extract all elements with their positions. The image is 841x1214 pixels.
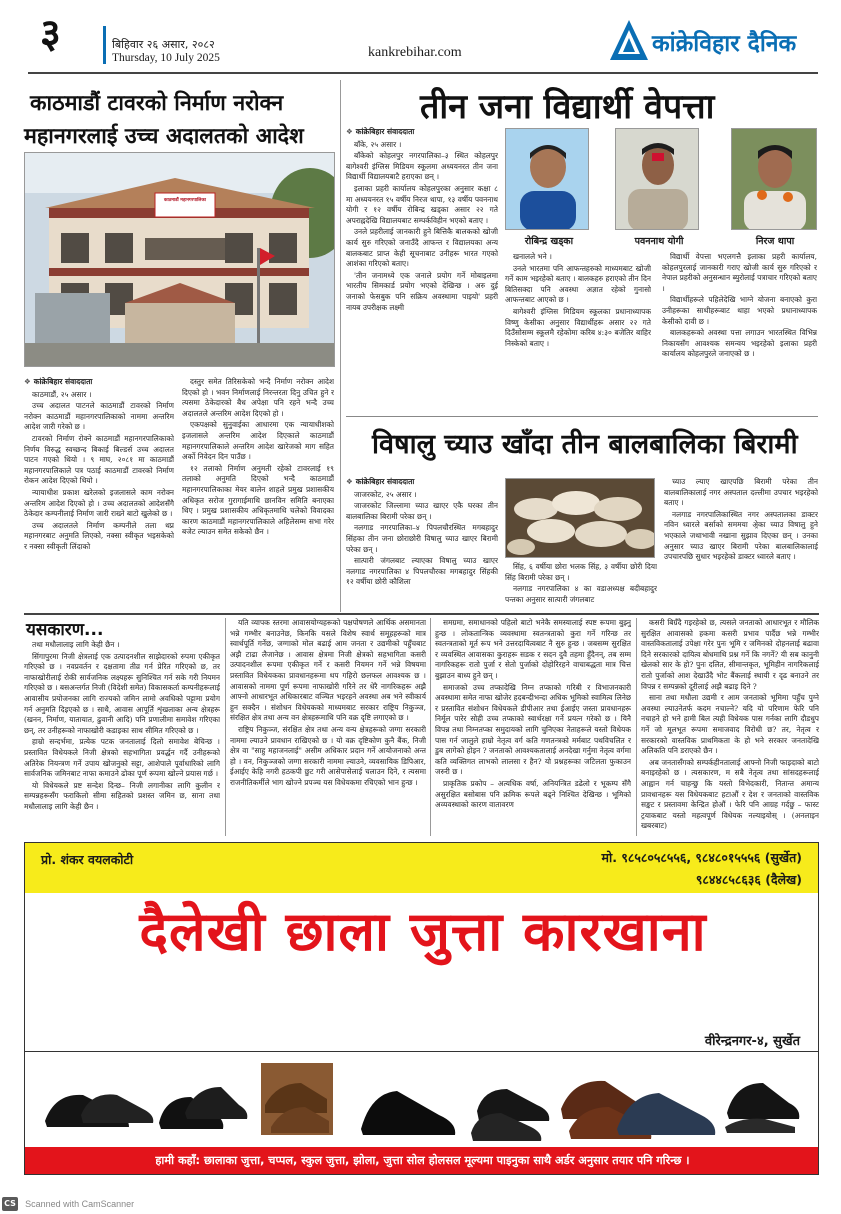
story2-col2: खनालले भने । उनले भारतमा पनि आफन्तहरुको माध्यमबाट खोजी गर्ने काम भइरहेको बताए । बालकहरु हराएको तीन दिन बितिसक्दा पनि अवस्था अज्ञात रहेको गुनासो आफन्तबाट आएको छ । बागेश्वरी इंग्लिस मिडियम स्कूलका प्रधानाध्यापक विष्णु केसीका अनुसार विद्यार्थीहरू असार २२ गते दिउँसोसम्म स्कूलमै रहेकोमा करिब ४:३० बजेतिर बाहिर निस्केको बताए ।	[505, 252, 651, 348]
opinion-col1: तथा मधौलालाइ लागि केही छैन । सिंगापुरमा निजी क्षेत्रलाई एक उत्पादनशील साझेदारको रुपमा एकीकृत गरिएको छ । नवप्रवर्तन र दक्षतामा तीव्र गर्न प्रेरित गरिएको छ, तर नाफाखोरीलाई रोकी सार्वजनिक लक्ष्यहरू सुनिश्चित गर्न सके गरी नियमन गरिएको छ । बसअन्तर्गत निजी (विदेशी समेत) विकासकर्ता कम्पनीहरूलाई आवासीय प्रयोजनका लागि राज्यको जमिन लामो अवधिको पट्टामा प्रयोग गर्न अनुमति दिइएको छ । साथै, आवास आपूर्ति शृंखलाका अन्य क्षेत्रहरू (खनन, निर्माण, यातायात, ढुवानी आदि) पनि प्रणालीमा समावेश गरिएका छन्, तर उनीहरूको नाफाखोरी कडाइका साथ सीमित गरिएको छ । हाम्रो सन्दर्भमा, प्रत्येक पटक जनतालाई दिलो समावेश बेचिन्छ । प्रस्तावित विधेयकले निजी क्षेत्रको सहभागिता प्रवर्द्धन गर्दै उनीहरूको अतिरेक नियन्त्रण गर्ने उपाय खोजनुको सट्टा, आशेपाले पूर्वाधारिको लागि सार्वजनिक जमिनबाट नाफा कमाउने ढोका पूर्ण रूपमा खोल्ने प्रयास गर्छ । यो विधेयकले प्रष्ट सन्देश दिन्छ– निजी लगानीका लागि कुलीन र सम्पन्नहरूसँग फराकिलो सीमा सहितको प्रशस्त जमिन छ, साना तथा मधौलालाइ लागि केही छैन ।	[24, 640, 220, 811]
ad-phone-line1: मो. ९८५८०५८५५६, ९८४८०१५५५६ (सुर्खेत)	[601, 850, 802, 865]
story1-photo-sign: काठमाडौं महानगरपालिका	[164, 198, 206, 203]
opinion-col3: समग्रमा, समाधानको पहिलो बाटो भनेकै समस्यालाई स्पष्ट रूपमा बुझ्नु हुन्छ । लोकतान्त्रिक व्यवस्थामा स्वतन्त्रताको कुरा गर्ने गरिन्छ तर स्वतन्त्रताको मूर्त रूप भने उत्तरदायित्वबाट नै सुरु हुन्छ । जबसम्म सुरक्षित र व्यवस्थित आवासका कुराहरू सडक र सदन दुवै तहमा हुँदैनन्, तब सम्म नागरिकहरू रातो पुर्जा र सेतो पुर्जाको दोहोरिरहने वाचाबद्धता मात्र चित्त बुझाउन बाध्य हुने छन् । समाजको उच्च तप्कादेखि निम्न तप्काको गरिबी र विभाजनकारी अवस्थामा समेत नाफा खोजेर हदबन्दीभन्दा अधिक भूमिको स्वामित्व लिनेछ र प्रस्तावित संशोधन विधेयकले डीपीआर तथा ईआईए जस्ता प्रावधानहरू निर्मूल पारेर सोही उच्च तप्काको स्वार्थरक्षा गर्ने प्रयत्न गरेको छ । यिनै विपन्न तथा निम्नतप्का समुदायको लागि चुनिएका नेताहरूले यस्तो विधेयक पास गर्न जालुले हाम्रो नेतृत्व वर्ग कति गणतन्त्रको मर्मबाट पथविचलित र डुब लागेको होइन ? जनताको आवश्यकतालाई अनदेखा गर्नुमा नेतृत्व वर्गमा कति व्यक्तिगत लाभको लालसा र हैन? यो प्रश्नहरूका जटिलता फुकाउन जरुरी छ । प्राकृतिक प्रकोप – अत्यधिक वर्षा, अनियन्त्रित डढेलो र भूकम्प सँगै असुरक्षित बसोबास पनि क्रमिक रूपले बढ्ने निश्चित देखिन्छ । भूमिको अव्यवस्थाको कारण वातावरण	[435, 618, 631, 810]
story3-col2: सिंह, ६ वर्षीया छोरा भलक सिंह, ३ वर्षीया छोरी दिया सिंह बिरामी परेका छन् । नलगाड नगरपालिका ४ का वडाअध्यक्ष बदीबहादुर पन्तका अनुसार सात्पारी जंगलबाट	[505, 562, 657, 604]
story2-photos	[505, 128, 817, 248]
student-caption-1: रोबिन्द्र खड्का	[524, 236, 574, 247]
masthead	[0, 0, 841, 78]
story3-col3: च्याउ ल्याए खाएपछि बिरामी परेका तीन बालबालिकालाई नगर अस्पताल दल्लीमा उपचार भइरहेको बताए । नलगाड नगरपालिकास्थित नगर अस्पतालका डाक्टर नविन ध्वारले बर्साको सममया अ्रेका च्याउ विषालु हुने भएकाले जथाभावी नखाना सुझाव दिएका छन् । उनका अनुसार च्याउ खाएर बिरामी परेका बालबालिकालाई उपचारपछि सुधार भइरहेको डाक्टर ध्वारले बताए ।	[664, 477, 818, 562]
ad-address: वीरेन्द्रनगर-४, सुर्खेत	[704, 1034, 800, 1049]
shoe-image	[261, 1063, 333, 1135]
student-photo-2	[615, 128, 699, 230]
story2-col3: विद्यार्थी वेपत्ता भएलगत्तै इलाका प्रहरी कार्यालय, कोहलपुरलाई जानकारी गराए खोजी कार्य सुरु गरिएको र नेपाल प्रहरीको अनुसन्धान ब्युरोलाई पत्राचार गरिएको बताए । विद्यार्थीहरूले पहिलेदेखि भाग्ने योजना बनाएको कुरा उनीहरूका साथीहरूबाट थाहा भएको प्रधानाध्यापक केसीको दावी छ । बालकहरूको अवस्था पत्ता लगाउन भारतस्थित विभिन्न निकायसँग आवश्यक समन्वय भइरहेको इलाका प्रहरी कार्यालय कोहलपुरले जनाएको छ ।	[662, 252, 817, 359]
student-photo-3	[731, 128, 817, 230]
story1-headline-line1: काठमाडौं टावरको निर्माण नरोक्न	[30, 91, 284, 116]
shoe-factory-ad	[24, 842, 819, 1175]
shoe-image	[159, 1087, 247, 1129]
ad-footer-bar	[25, 1147, 819, 1175]
page-number: ३	[40, 11, 61, 57]
scanner-watermark	[2, 1193, 134, 1209]
paper-logo	[608, 18, 833, 68]
opinion-title: यसकारण...	[26, 620, 104, 640]
story3-col1: ❖ कांक्रेबिहार संवाददाता जाजरकोट, २५ असार । जाजरकोट जिल्लामा च्याउ खाएर एकै घरका तीन बालबालिका बिरामी परेका छन् । नलगाड नगरपालिका–४ पिपलचौरस्थित मगबहादुर सिंहका तीन जना छोराछोरी विषालु च्याउ खाएर बिरामी परेका छन् । सात्पारी जंगलबाट ल्याएका विषालु च्याउ खाएर नलगाड नगरपालिका ४ पिपलचौरका मगबहादुर सिंहकी १२ वर्षीया छोरी कौशिला	[346, 477, 498, 587]
date-nepali: बिहिवार २६ असार, २०८२	[112, 38, 215, 51]
date-english: Thursday, 10 July 2025	[112, 52, 220, 64]
mushroom-photo	[505, 478, 655, 558]
student-caption-3: निरज थापा	[755, 236, 795, 247]
story3-headline: विषालु च्याउ खाँदा तीन बालबालिका बिरामी	[372, 429, 798, 460]
scanner-text: Scanned with CamScanner	[25, 1198, 135, 1209]
website-link[interactable]: kankrebihar.com	[368, 45, 462, 60]
story1-headline-line2: महानगरलाई उच्च अदालतको आदेश	[24, 124, 304, 149]
shoe-image	[361, 1091, 455, 1135]
ad-proprietor: प्रो. शंकर वयलकोटी	[41, 852, 134, 867]
story1-byline: ❖ कांक्रेबिहार संवाददाता	[24, 377, 93, 386]
story1-col1: ❖ कांक्रेबिहार संवाददाता काठमाडौं, २५ असार । उच्च अदालत पाटनले काठमाडौं टावरको निर्माण नरोक्न काठमाडौं महानगरपालिकाको नाममा अन्तरिम आदेश जारी गरेको छ । टावरको निर्माण रोक्ने काठमाडौं महानगरपालिकाको निर्णय विरुद्ध स्वच्छन्द बिकाई बिल्डर्स उच्च अदालत पाटन गएको थियो । ९ माघ, २०८१ मा काठमाडौं महानगरपालिकाले पत्र पठाई काठमाडौं टावरको निर्माण रोकन आदेश दिएको थियो । न्यायाधीश प्रकाश खरेलको इजलासले काम नरोक्न अन्तरिम आदेश दिएको हो । उच्च अदालतको आदेशसँगै ठेकेदार कम्पनीलाई निर्माण जारी राख्ने बाटो खुलेको छ । उच्च अदालतले निर्माण कम्पनीले तला थप्न महानगरबाट अनुमति लिएको, नक्सा स्वीकृत भइसकेको र नक्सा स्वीकृती लिंदाको	[24, 377, 174, 551]
shoe-image	[725, 1083, 799, 1133]
logo-mountain-icon	[608, 18, 650, 62]
student-photo-1	[505, 128, 589, 230]
shoe-image	[471, 1089, 549, 1141]
story2-col1: ❖ कांक्रेबिहार संवाददाता बाँके, २५ असार । बाँकेको कोहलपुर नगरपालिका–३ स्थित कोहलपुर बागेश्वरी इंग्लिस मिडियम स्कूलमा अध्ययनरत तीन जना विद्यार्थी विद्यालयबाटै हराएका छन् । इलाका प्रहरी कार्यालय कोहलपुरका अनुसार कक्षा ८ मा अध्ययनरत १५ वर्षीय निरज थापा, १३ वर्षीय पवननाथ योगी र १२ वर्षीय रोबिन्द्र खड्का असार २२ गते अपराह्नदेखि विद्यालयबाट सम्पर्कविहीन भएको बताए । उनले प्रहरीलाई जानकारी हुने बित्तिकै बालकको खोजी कार्य सुरु गरिएको जनाउँदै आफन्त र विद्यालयका अन्य बालकबाट प्राप्त केही सूचनाबाट उनीहरू भारत गएको आशंका गरिएको बताए। 'तीन जनामध्ये एक जनाले प्रयोग गर्ने मोबाइलमा भारतीय सिमकार्ड प्रयोग भएको देखिन्छ । अरु दुई जनाको फेसबुक पनि सक्रिय अवस्थामा पाइयो' प्रहरी नायब उपरीक्षक लक्ष्मी	[346, 127, 498, 312]
story1-photo	[24, 152, 335, 367]
ad-footer-text: हामी कहाँ: छालाका जुत्ता, चप्पल, स्कुल जुत्ता, झोला, जुत्ता सोल होलसल मूल्यमा पाइनुका साथै अर्डर अनुसार तयार पनि गरिन्छ ।	[155, 1154, 690, 1167]
opinion-col4: कसरी बिग्रँदै गइरहेको छ, त्यसले जनताको आधारभूत र मौलिक सुरक्षित आवासको हकमा कसरी प्रभाव पार्दैछ भन्ने गम्भीर वास्तविकतालाई उपेक्षा गरेर पुनः भूमि र जमिनको दोहनलाई बढावा दिने सरकारको दायित्व बोधमाथि प्रश्न गर्ने कि नगर्ने? यी सब कानुनी खेलको सार के हो? पुनः दलित, सीमान्तकृत, भूमिहीन नागरिकलाई रातो पुर्जाको आश देखाउँदै भोट बैंकलाई स्थायी र दृढ बनाउने तर विपन्न र सम्पन्नको दूरीलाई अझै बढाइ दिने ? साना तथा मधौला उद्यमी र आम जनताको भूमिमा पहुँच पुग्ने अवस्था ल्याउनेतर्फ कदम नचाल्ने? यदि यो परिणाम फेरि पनि नचाहने हो भने हामी बिल त्यही विधेयक पास गर्नका लागि दौडधुप गर्ने जो मूलभूत रूपमा समाजवाद विरोधी छ? तर, नेतृत्व र सरकारको वास्तविक प्राथमिकता के हो भने सरकार जनतादेखि अलिकति पनि डराएको छैन । अब जनतासँगको सम्पर्कहीनतालाई आफ्नो निजी फाइदाको बाटो बनाइरहेको छ । त्यसकारण, म सबै नेतृत्व तथा सांसदहरूलाई आह्वान गर्न चाहन्छु कि यस्तो विभेदकारी, नितान्त अमान्य प्रावधानहरू यस विधेयकबाट हटाऔं र देश र जनताको वास्तविक सङ्कट र प्रस्तावमा केन्द्रित होऔं । फेरि पनि आग्रह गर्दछु – फास्ट ट्रयाकबाट यस्तो महत्वपूर्ण विधेयक नल्याइयोस् । (अनलाइन खबरबाट)	[641, 618, 819, 831]
paper-name: कांक्रेविहार दैनिक	[652, 31, 797, 57]
opinion-col2: यति व्यापक स्तरमा आवासयोग्यहरूको पक्षपोषणले आर्थिक असमानता भन्ने गम्भीर बनाउनेछ, किनकि यसले विशेष स्वार्थ समूहहरूको मात्र स्वार्थपूर्ति गर्नेछ, जग्गाको मोल बढाई आम जनता र उद्यमीको पहुँचबाट अझै टाढा लैजानेछ । आवास क्षेत्रमा निजी क्षेत्रको सहभागिता कसरी उत्पादनशील रूपमा एकीकृत गर्ने र कसरी नियमन गर्ने भन्ने विषयमा प्रस्तावित विधेयकका प्रावधानहरूमा थप गहिरो छलफल आवश्यक छ । आवासको नाममा पूर्ण रूपमा नाफाखोरी गरिने तर धेरै नागरिकहरू अझै आफ्नो आधारभूत अधिकारबाट वञ्चित भइरहने अवस्था अब भने स्वीकार्य हुन सक्दैन । संशोधन विधेयकको माध्यमबाट सरकार राष्ट्रिय निकुञ्ज, संरक्षित क्षेत्र तथा अन्य वन क्षेत्रहरूमाथि पनि वक्र दृष्टि लगाएको छ । राष्ट्रिय निकुञ्ज, संरक्षित क्षेत्र तथा अन्य वन्य क्षेत्रहरूको जग्गा सरकारी नाममा ल्याउने प्रावधान राखिएको छ । यो वक्र दृष्टिकोण कुनै बैंक, निजी क्षेत्र वा "साहु महाजनलाई" असीम अधिकार प्रदान गर्ने आयोजनाको अन्त हो । वन, निकुञ्जको जग्गा सरकारी नाममा ल्याउने, व्यवसायिक डिपिआर, ईआईए केहि नगरी हठकपी छुट गरी आसेपासेलाई चलाउन दिने, र त्यसमा राजनीतिकर्मीले भाग खोज्ने प्रपञ्च यस विधेयकमा रचिएको भान हुन्छ ।	[230, 618, 426, 787]
byline-star-icon: ❖	[24, 377, 31, 386]
ad-title: दैलेखी छाला जुत्ता कारखाना	[139, 900, 707, 963]
student-caption-2: पवननाथ योगी	[634, 236, 684, 247]
shoe-image	[45, 1094, 153, 1127]
camscanner-logo-icon: CS	[2, 1197, 18, 1211]
ad-phone-line2: ९८४४८५८६३६ (दैलेख)	[695, 872, 802, 887]
byline-star-icon: ❖	[346, 477, 353, 486]
story3-byline: ❖ कांक्रेबिहार संवाददाता	[346, 477, 415, 486]
byline-star-icon: ❖	[346, 127, 353, 136]
ad-shoes-row	[25, 1053, 819, 1143]
story1-col2: दस्तुर समेत तिरिसकेको भन्दै निर्माण नरोक्न आदेश दिएको हो । भवन निर्माणलाई निरन्तरता दिनु उचित हुने र त्यसमा ठेकेदारको बैध अपेक्षा पनि रहने भन्दै उच्च अदालतले अन्तरिम आदेश दिएको हो । एकपक्षको सुनुवाईका आधारमा एक न्यायाधीशको इजलासले अन्तरिम आदेश दिएकाले काठमाडौं महानगरपालिकाले अन्तरिम आदेश खारेजको माग सहित अर्को निवेदन दिन पाउँछ । १२ तलाको निर्माण अनुमती रहेको टावरलाई १९ तलाको अनुमति दिएको भन्दै काठमाडौं महानगरपालिकाका मेयर बालेन शाहले प्रमुख प्रशासकीय अधिकृत सरोज गुरागाईमाथि छानविन समिति बनाएका थिए । प्रमुख प्रशासकीय अधिकृतमाथि चलेको विवादका कारण काठमाडौं महानगरपालिकाले अहिलेसम्म सभा गरेर बजेट ल्याउन समेत सकेको छैन ।	[182, 377, 334, 537]
story2-byline: ❖ कांक्रेबिहार संवाददाता	[346, 127, 415, 136]
story2-headline: तीन जना विद्यार्थी वेपत्ता	[420, 87, 715, 127]
